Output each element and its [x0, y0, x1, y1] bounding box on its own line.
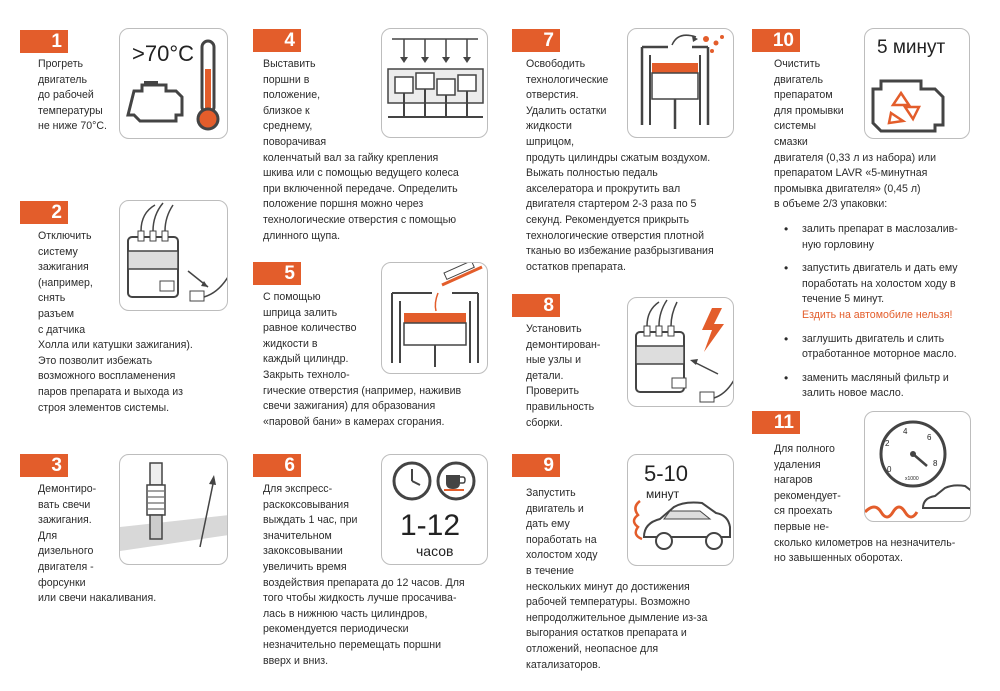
ignition-reassembly-icon	[628, 298, 734, 407]
bullet-item: • заглушить двигатель и слить отработанное моторное масло.	[776, 332, 958, 363]
step-3-illustration	[119, 454, 228, 565]
gauge-tick-4: 4	[903, 427, 908, 436]
five-minutes-label: 5 минут	[877, 37, 946, 58]
step-5-text: С помощью шприца залить равное количество жидкости в каждый цилиндр. Закрыть техноло- гические отверстия (например, наживив свечи зажигания) для образования «паровой бани» в камерах сгорания.	[263, 291, 462, 428]
step-6-text: Для экспресс- раскоксовывания выждать 1 час, при значительном закоксовывании увеличить время воздействия препарата до 12 часов. Для того чтобы жидкость лучше просачива- лась в нижнюю часть цилиндров, рекомендуется периодически незначительно перемещать поршни вверх и вниз.	[263, 483, 465, 667]
engine-thermometer-icon	[120, 29, 228, 139]
bullet-item: • заменить масляный фильтр и залить новое масло.	[776, 371, 958, 402]
bullet-item: • залить препарат в маслозалив- ную горловину	[776, 222, 958, 253]
step-1-badge: 1	[20, 30, 68, 53]
step-10-bullets	[776, 222, 958, 410]
step-7-illustration	[627, 28, 734, 138]
step-3-badge: 3	[20, 454, 68, 477]
driving-warning: Ездить на автомобиле нельзя!	[802, 308, 953, 321]
pistons-icon	[382, 29, 488, 138]
step-1-text: Прогреть двигатель до рабочей температуры не ниже 70°C.	[38, 58, 107, 133]
bullet-item: • запустить двигатель и дать ему поработать на холостом ходу в течение 5 минут. Ездить на автомобиле нельзя!	[776, 261, 958, 323]
minutes-unit: минут	[646, 487, 680, 501]
step-10-illustration	[864, 28, 970, 139]
step-7-badge: 7	[512, 29, 560, 52]
step-4-text: Выставить поршни в положение, близкое к среднему, поворачивая коленчатый вал за гайку крепления шкива или с помощью ведущего колеса при включенной передаче. Определить положение поршня можно через технологические отверстия с помощью длинного щупа.	[263, 58, 459, 242]
gauge-unit: x1000	[905, 476, 919, 482]
step-10-badge: 10	[752, 29, 800, 52]
step-9-text: Запустить двигатель и дать ему поработать на холостом ходу в течение нескольких минут до достижения рабочей температуры. Возможно непродолжительное дымление из-за выгорания остатков препарата и отложений, неопасное для катализаторов.	[526, 487, 708, 671]
gauge-tick-2: 2	[885, 439, 890, 448]
tachometer-car-icon	[865, 412, 971, 522]
hours-range: 1-12	[400, 509, 461, 542]
ignition-coil-icon	[120, 201, 228, 311]
step-9-illustration	[627, 454, 734, 566]
step-11-badge: 11	[752, 411, 800, 434]
step-8-badge: 8	[512, 294, 560, 317]
step-8-text: Установить демонтирован- ные узлы и детали. Проверить правильность сборки.	[526, 323, 601, 429]
gauge-tick-6: 6	[927, 433, 932, 442]
step-11-illustration	[864, 411, 971, 522]
step-4-badge: 4	[253, 29, 301, 52]
step-6-illustration	[381, 454, 488, 565]
step-2-badge: 2	[20, 201, 68, 224]
hours-unit: часов	[416, 543, 454, 559]
minutes-range: 5-10	[644, 461, 689, 486]
car-exhaust-icon	[628, 455, 734, 566]
step-1-illustration	[119, 28, 228, 139]
gauge-tick-8: 8	[933, 459, 938, 468]
syringe-cylinder-icon	[382, 263, 488, 374]
step-7-text: Освободить технологические отверстия. Удалить остатки жидкости шприцом, продуть цилиндры сжатым воздухом. Выжать полностью педаль акселератора и прокрутить вал двигателя стартером 2-3 раза по 5 секунд. Рекомендуется прикрыть технологические отверстия плотной тканью во избежание разбрызгивания остатков препарата.	[526, 58, 714, 273]
gauge-tick-0: 0	[887, 465, 892, 474]
step-6-badge: 6	[253, 454, 301, 477]
step-5-badge: 5	[253, 262, 301, 285]
step-10-text: Очистить двигатель препаратом для промывки системы смазки двигателя (0,33 л из набора) или препаратом LAVR «5-минутная промывка двигателя» (0,45 л) в объеме 2/3 упаковки:	[774, 58, 937, 211]
step-5-illustration	[381, 262, 488, 374]
step-8-illustration	[627, 297, 734, 407]
step-11-text: Для полного удаления нагаров рекомендует- ся проехать первые не- сколько километров на незначитель- но завышенных оборотах.	[774, 443, 956, 565]
step-9-badge: 9	[512, 454, 560, 477]
step-3-text: Демонтиро- вать свечи зажигания. Для дизельного двигателя - форсунки или свечи накаливания.	[38, 483, 157, 605]
engine-recycle-icon	[865, 29, 970, 139]
temperature-label: >70°C	[132, 41, 195, 66]
cylinder-blowout-icon	[628, 29, 734, 138]
step-2-text: Отключить систему зажигания (например, снять разъем с датчика Холла или катушки зажигания). Это позволит избежать возможного воспламенения паров препарата и выхода из строя элементов системы.	[38, 230, 193, 414]
step-2-illustration	[119, 200, 228, 311]
step-4-illustration	[381, 28, 488, 138]
spark-plug-icon	[120, 455, 228, 565]
